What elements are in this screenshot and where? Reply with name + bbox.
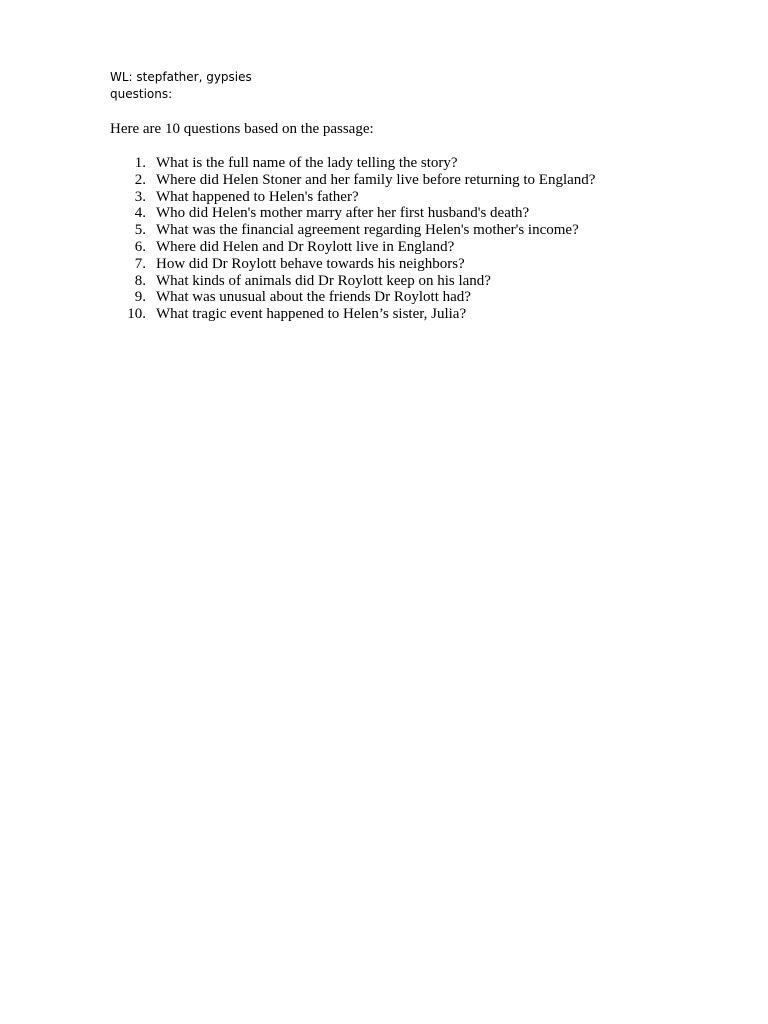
question-number: 6. xyxy=(134,238,146,255)
intro-sentence: Here are 10 questions based on the passage: xyxy=(110,121,374,137)
header-notes xyxy=(110,69,252,103)
question-number: 4. xyxy=(134,205,146,222)
question-text: What tragic event happened to Helen’s sister, Julia? xyxy=(156,306,467,323)
question-number: 7. xyxy=(134,255,146,272)
question-number: 5. xyxy=(134,222,146,239)
question-number: 1. xyxy=(134,155,146,171)
question-number: 9. xyxy=(134,289,146,306)
question-text: Where did Helen Stoner and her family live before returning to England? xyxy=(156,171,596,188)
question-number: 8. xyxy=(134,272,146,289)
question-number: 10. xyxy=(127,306,146,323)
question-number: 3. xyxy=(134,188,146,205)
question-text: Who did Helen's mother marry after her first husband's death? xyxy=(156,205,530,222)
questions-label: questions: xyxy=(110,87,173,101)
question-text: What was the financial agreement regarding Helen's mother's income? xyxy=(156,222,579,239)
question-number: 2. xyxy=(134,171,146,188)
word-list-line: WL: stepfather, gypsies xyxy=(110,70,252,84)
question-text: What happened to Helen's father? xyxy=(156,188,359,205)
question-text: What is the full name of the lady telling the story? xyxy=(156,155,458,171)
question-text: What was unusual about the friends Dr Roylott had? xyxy=(156,289,471,306)
question-text: How did Dr Roylott behave towards his neighbors? xyxy=(156,255,465,272)
question-text: Where did Helen and Dr Roylott live in England? xyxy=(156,238,455,255)
question-text: What kinds of animals did Dr Roylott keep on his land? xyxy=(156,272,491,289)
